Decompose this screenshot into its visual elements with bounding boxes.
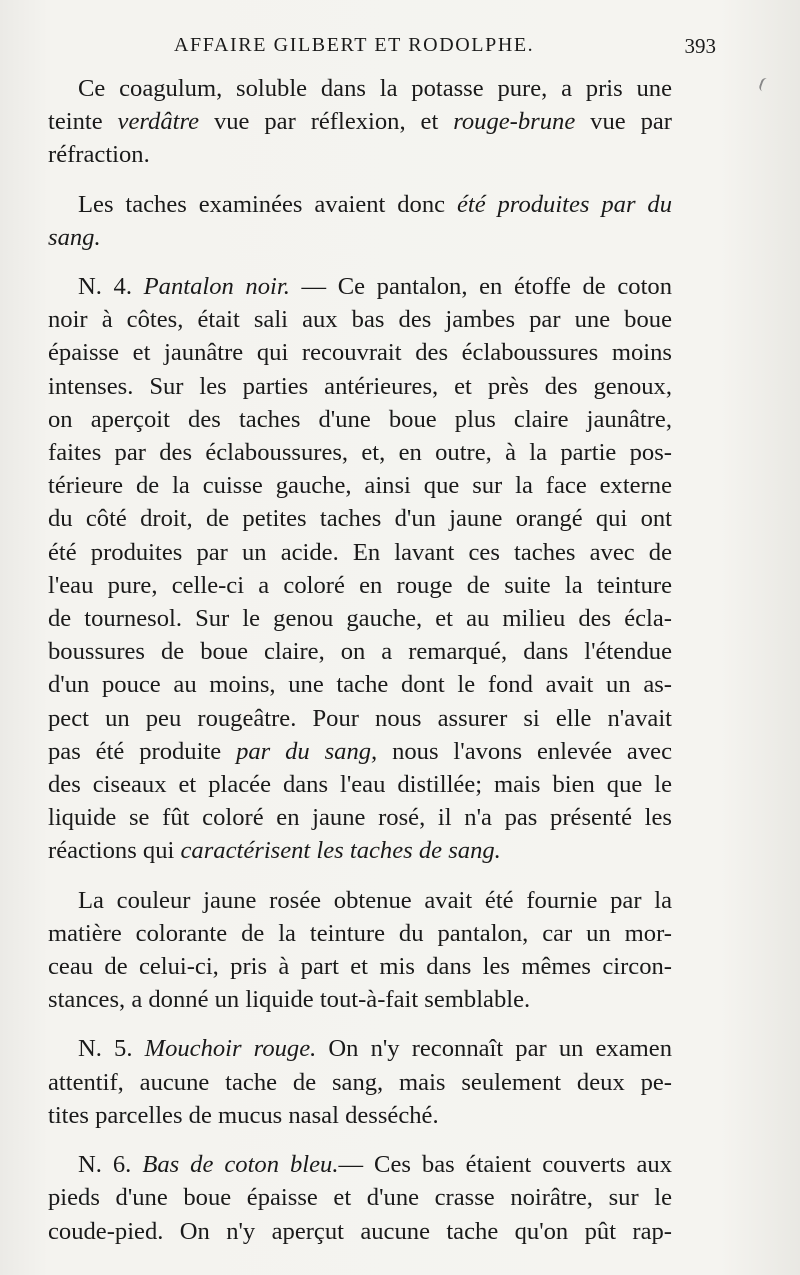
italic-text: Bas de coton bleu. (142, 1151, 339, 1179)
text-span: térieure de la cuisse gauche, ainsi que sur la face externe (48, 472, 672, 500)
text-span: tites parcelles de mucus nasal desséché. (48, 1101, 439, 1129)
paragraph (48, 1148, 672, 1248)
text-span: du côté droit, de petites taches d'un jaune orangé qui ont (48, 505, 672, 533)
text-span: Ce coagulum, soluble dans la potasse pure, a pris une (78, 75, 672, 102)
text-span: l'eau pure, celle-ci a coloré en rouge de suite la teinture (48, 571, 672, 599)
text-span: noir à côtes, était sali aux bas des jambes par une boue (48, 306, 672, 334)
text-span: pieds d'une boue épaisse et d'une crasse noirâtre, sur le (48, 1184, 672, 1212)
text-line (48, 735, 672, 768)
text-line (48, 221, 672, 254)
text-span: teinte (48, 108, 118, 136)
text-line (48, 801, 672, 834)
text-span: attentif, aucune tache de sang, mais seulement deux pe- (48, 1068, 672, 1096)
text-line (48, 502, 672, 535)
text-span: stances, a donné un liquide tout-à-fait semblable. (48, 986, 531, 1014)
text-line (48, 303, 672, 336)
text-span: On n'y reconnaît par un examen (316, 1035, 672, 1063)
text-line (48, 1032, 672, 1065)
text-line (48, 668, 672, 701)
text-span: épaisse et jaunâtre qui recouvrait des éclaboussures moins (48, 339, 672, 367)
text-line (48, 983, 672, 1016)
text-line (48, 469, 672, 502)
italic-text: sang. (48, 223, 101, 251)
text-span: pect un peu rougeâtre. Pour nous assurer si elle n'avait (48, 704, 672, 732)
text-span: réfraction. (48, 141, 150, 169)
text-line (48, 536, 672, 569)
text-line (48, 635, 672, 668)
text-span: La couleur jaune rosée obtenue avait été fournie par la (78, 886, 672, 914)
text-span: réactions qui (48, 837, 181, 865)
text-span: on aperçoit des taches d'une boue plus claire jaunâtre, (48, 405, 672, 433)
text-span: nous l'avons enlevée avec (377, 737, 672, 765)
text-line (48, 834, 672, 867)
italic-text: par du sang, (236, 737, 378, 765)
text-line (48, 336, 672, 369)
italic-text: Mouchoir rouge. (144, 1035, 317, 1063)
text-span: coude-pied. On n'y aperçut aucune tache qu'on pût rap- (48, 1217, 672, 1245)
page-number: 393 (684, 34, 716, 58)
paragraph (48, 72, 672, 172)
margin-mark (758, 77, 772, 94)
text-span: N. 4. (78, 273, 144, 301)
text-line (48, 72, 672, 105)
text-span: faites par des éclaboussures, et, en outre, à la partie pos- (48, 439, 672, 467)
text-span: pas été produite (48, 737, 237, 765)
text-line (48, 1181, 672, 1214)
text-span: des ciseaux et placée dans l'eau distillée; mais bien que le (48, 771, 672, 799)
paragraph-gap (48, 868, 672, 884)
paragraph-gap (48, 1016, 672, 1032)
text-line (48, 917, 672, 950)
text-span: vue par réflexion, et (199, 108, 454, 136)
body-text (48, 72, 672, 1248)
paragraph-gap (48, 1132, 672, 1148)
text-line (48, 1215, 672, 1248)
text-line (48, 1099, 672, 1132)
text-span: vue par (575, 108, 672, 136)
text-span: été produites par un acide. En lavant ces taches avec de (48, 538, 672, 566)
paragraph (48, 270, 672, 868)
paragraph-gap (48, 254, 672, 270)
text-line (48, 768, 672, 801)
text-span: Les taches examinées avaient donc (78, 190, 457, 218)
italic-text: caractérisent les taches de sang. (180, 837, 501, 865)
text-line (48, 188, 672, 221)
text-span: d'un pouce au moins, une tache dont le fond avait un as- (48, 671, 672, 699)
italic-text: rouge-brune (453, 108, 576, 136)
text-span: N. 6. (78, 1151, 143, 1179)
text-span: liquide se fût coloré en jaune rosé, il n'a pas présenté les (48, 804, 672, 832)
paragraph (48, 1032, 672, 1132)
text-line (48, 370, 672, 403)
paragraph (48, 188, 672, 254)
text-span: N. 5. (78, 1035, 145, 1063)
text-line (48, 569, 672, 602)
text-line (48, 1148, 672, 1181)
text-span: boussures de boue claire, on a remarqué, dans l'étendue (48, 638, 672, 666)
text-line (48, 884, 672, 917)
text-line (48, 1066, 672, 1099)
text-line (48, 702, 672, 735)
page-header (48, 34, 716, 66)
text-span: — Ce pantalon, en étoffe de coton (289, 273, 672, 301)
text-line (48, 950, 672, 983)
text-line (48, 105, 672, 138)
text-span: — Ces bas étaient couverts aux (338, 1151, 672, 1179)
text-line (48, 270, 672, 303)
italic-text: Pantalon noir. (143, 273, 290, 301)
text-span: de tournesol. Sur le genou gauche, et au milieu des écla- (48, 605, 672, 633)
text-span: intenses. Sur les parties antérieures, et près des genoux, (48, 372, 672, 400)
text-line (48, 602, 672, 635)
text-span: matière colorante de la teinture du pantalon, car un mor- (48, 919, 672, 947)
italic-text: été produites par du (456, 190, 672, 218)
paragraph (48, 884, 672, 1017)
italic-text: verdâtre (117, 108, 200, 136)
text-span: ceau de celui-ci, pris à part et mis dans les mêmes circon- (48, 953, 672, 981)
text-line (48, 138, 672, 171)
text-line (48, 403, 672, 436)
running-title: AFFAIRE GILBERT ET RODOLPHE. (174, 34, 535, 56)
paragraph-gap (48, 172, 672, 188)
text-line (48, 436, 672, 469)
